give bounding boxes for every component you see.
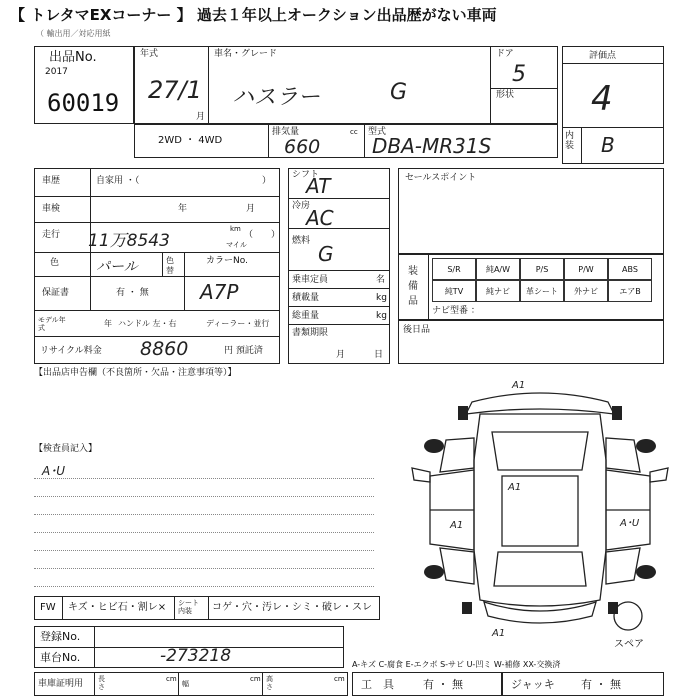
color-label: 色: [50, 258, 60, 268]
shape-label: 形状: [496, 90, 515, 100]
color-change: 色替: [166, 256, 174, 275]
diagram-spare-label: スペア: [614, 639, 644, 650]
doors-value: 5: [512, 62, 526, 87]
score-label: 評価点: [589, 51, 617, 61]
warranty-options: 有 ・ 無: [116, 288, 149, 298]
sales-point-box: [398, 168, 664, 254]
drive-label: 2WD ・ 4WD: [158, 135, 223, 146]
chassis-label: 車台No.: [40, 651, 81, 664]
diagram-left-mark: A1: [450, 520, 464, 531]
cert-width: 幅: [182, 680, 189, 688]
equipment-item: エアB: [608, 280, 652, 302]
color-code-value: A7P: [200, 280, 239, 304]
cert-long-unit: cm: [166, 675, 177, 683]
fuel-label: 燃料: [292, 236, 311, 246]
model-year-value: 27/1: [148, 76, 202, 104]
shift-label: シフト: [292, 170, 320, 180]
car-damage-diagram: [400, 380, 680, 640]
ac-value: AC: [306, 206, 334, 230]
history-close: ）: [262, 176, 272, 186]
vehicle-label: 車名・グレード: [214, 49, 278, 59]
tools-options: 有 ・ 無: [423, 678, 463, 691]
model-code-value: DBA-MR31S: [372, 134, 492, 158]
model-year-month: 月: [196, 112, 206, 122]
inspector-label: 【検査員記入】: [34, 444, 98, 454]
score-box: [562, 46, 664, 164]
inspection-month: 月: [246, 204, 256, 214]
cert-width-unit: cm: [250, 675, 261, 683]
equipment-label: 装備品: [408, 266, 418, 307]
mileage-paren: （ ）: [244, 230, 281, 240]
history-options: 自家用 ・（: [96, 176, 140, 186]
details-box: [34, 168, 280, 364]
vehicle-name: ハスラー: [232, 85, 321, 110]
equipment-item: 純TV: [432, 280, 476, 302]
remarks-label: 後日品: [403, 325, 431, 335]
diagram-rear-mark: A1: [492, 628, 506, 639]
equipment-item: P/S: [520, 258, 564, 280]
recycle-unit: 円 預託済: [224, 346, 263, 356]
load-unit: kg: [376, 293, 387, 303]
recycle-label: リサイクル料金: [40, 346, 102, 356]
registration-label: 登録No.: [40, 630, 81, 643]
jack-options: 有 ・ 無: [581, 678, 621, 691]
model-year-row-year: 年: [104, 319, 112, 328]
interior-label: 内装: [565, 131, 575, 151]
jack-box: [502, 672, 664, 696]
jack-label: ジャッキ: [511, 678, 555, 691]
mileage-label: 走行: [42, 230, 61, 240]
chassis-value: -273218: [160, 646, 232, 666]
tools-box: [352, 672, 502, 696]
listing-number: 60019: [47, 89, 120, 117]
mileage-km: km: [230, 225, 241, 233]
recycle-value: 8860: [140, 338, 189, 360]
inspection-year: 年: [178, 204, 188, 214]
seat-label: シート内装: [178, 599, 199, 615]
top-note: （ 輸出用／対応用紙: [36, 29, 111, 38]
doc-deadline-month: 月: [336, 350, 346, 360]
displacement-unit: cc: [350, 128, 358, 136]
load-label: 積載量: [292, 293, 320, 303]
equipment-item: 純A/W: [476, 258, 520, 280]
score-value: 4: [591, 79, 613, 119]
fuel-value: G: [318, 242, 334, 266]
doc-deadline-label: 書類期限: [292, 328, 329, 338]
doors-label: ドア: [496, 49, 514, 59]
listing-label: 出品No.: [49, 50, 97, 65]
remarks-box: [398, 320, 664, 364]
equipment-item: P/W: [564, 258, 608, 280]
rider-unit: 名: [376, 275, 386, 285]
model-year-row-handle: ハンドル 左・右: [118, 319, 177, 328]
color-code-label: カラーNo.: [206, 256, 248, 266]
warranty-label: 保証書: [42, 288, 70, 298]
displacement-label: 排気量: [272, 127, 300, 137]
interior-value: B: [601, 133, 615, 157]
cert-long: 長さ: [98, 675, 105, 691]
model-year-row-label: モデル年式: [38, 316, 66, 332]
header-title: 【 トレタマEXコーナー 】 過去１年以上オークション出品歴がない車両: [10, 6, 497, 24]
listing-year-tag: 2017: [45, 67, 68, 77]
displacement-value: 660: [284, 136, 321, 158]
fw-label: FW: [40, 602, 56, 613]
shift-value: AT: [306, 174, 331, 198]
fw-text: キズ・ヒビ石・割レ×: [68, 602, 167, 613]
cert-height-unit: cm: [334, 675, 345, 683]
gross-label: 総重量: [292, 311, 320, 321]
diagram-front-mark: A1: [512, 380, 526, 391]
damage-legend: A-キズ C-腐食 E-エクボ S-サビ U-凹ミ W-補修 XX-交換済: [352, 660, 561, 669]
doc-deadline-day: 日: [374, 350, 384, 360]
equipment-item: 外ナビ: [564, 280, 608, 302]
diagram-right-mark: A･U: [620, 518, 640, 529]
equipment-item: ABS: [608, 258, 652, 280]
navi-model-label: ナビ型番 ：: [432, 306, 480, 316]
equipment-item: 革シート: [520, 280, 564, 302]
history-label: 車歴: [42, 176, 61, 186]
model-code-label: 型式: [368, 127, 387, 137]
listing-box: [34, 46, 134, 124]
color-value: パール: [96, 259, 138, 275]
seller-note-label: 【出品店申告欄（不良箇所・欠品・注意事項等）】: [34, 368, 237, 378]
equipment-item: S/R: [432, 258, 476, 280]
mileage-value: 11万8543: [88, 231, 170, 251]
vehicle-grade: G: [390, 80, 408, 105]
inspection-label: 車検: [42, 204, 61, 214]
diagram-center-mark: A1: [508, 482, 522, 493]
mileage-mile: マイル: [226, 241, 247, 249]
gross-unit: kg: [376, 311, 387, 321]
inspector-note: A･U: [42, 464, 65, 478]
tools-label: 工 具: [361, 678, 394, 691]
cert-height: 高さ: [266, 675, 273, 691]
sales-point-label: セールスポイント: [405, 173, 477, 183]
rider-label: 乗車定員: [292, 275, 329, 285]
equipment-item: 純ナビ: [476, 280, 520, 302]
ac-label: 冷房: [292, 201, 311, 211]
model-year-label: 年式: [140, 49, 159, 59]
seat-text: コゲ・穴・汚レ・シミ・破レ・スレ: [212, 602, 372, 613]
model-year-row-dealer: ディーラー・並行: [206, 319, 270, 328]
cert-label: 車庫証明用: [38, 679, 84, 689]
